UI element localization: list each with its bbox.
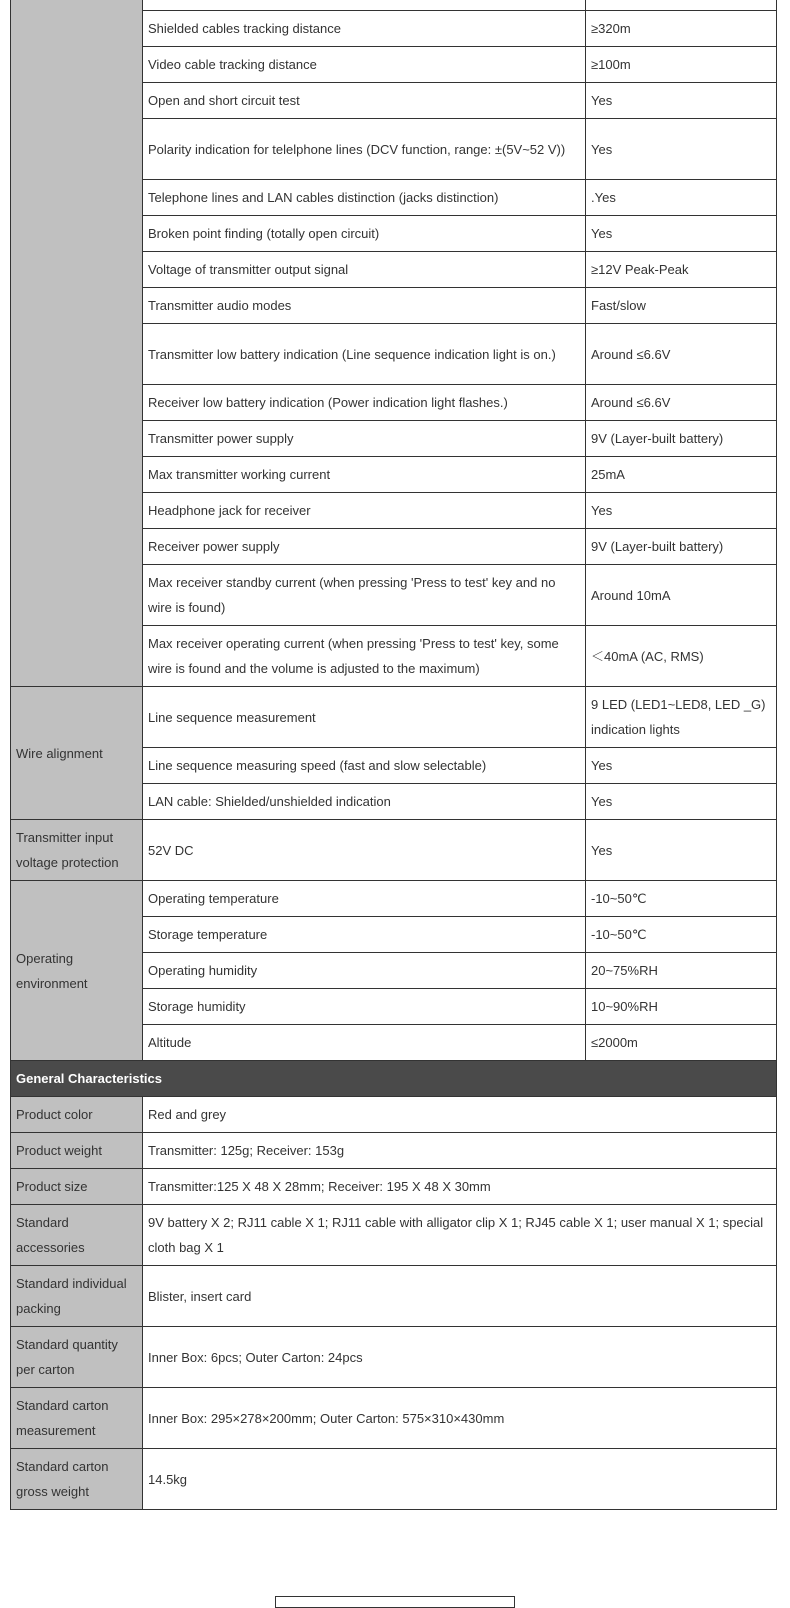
value-cell: 20~75%RH	[586, 953, 777, 989]
item-cell: Video cable tracking distance	[143, 47, 586, 83]
item-cell: Operating humidity	[143, 953, 586, 989]
value-cell: ＜40mA (AC, RMS)	[586, 626, 777, 687]
value-cell: -10~50℃	[586, 917, 777, 953]
value-cell: Yes	[586, 820, 777, 881]
value-cell: Yes	[586, 119, 777, 180]
label-cell: Product weight	[11, 1133, 143, 1169]
item-cell: Headphone jack for receiver	[143, 493, 586, 529]
section-header: General Characteristics	[11, 1061, 777, 1097]
category-cell	[11, 0, 143, 687]
item-cell: Transmitter audio modes	[143, 288, 586, 324]
value-cell: Yes	[586, 748, 777, 784]
value-cell: Fast/slow	[586, 288, 777, 324]
item-cell: 52V DC	[143, 820, 586, 881]
item-cell: Voltage of transmitter output signal	[143, 252, 586, 288]
value-cell: Around ≤6.6V	[586, 324, 777, 385]
value-cell: ≥320m	[586, 11, 777, 47]
item-cell: Polarity indication for telelphone lines (DCV function, range: ±(5V~52 V))	[143, 119, 586, 180]
value-cell: 14.5kg	[143, 1449, 777, 1510]
table-row	[11, 1133, 777, 1169]
table-row	[11, 1169, 777, 1205]
value-cell: 10~90%RH	[586, 989, 777, 1025]
label-cell: Product color	[11, 1097, 143, 1133]
item-cell: Line sequence measurement	[143, 687, 586, 748]
item-cell: LAN cable: Shielded/unshielded indication	[143, 784, 586, 820]
table-row	[11, 1205, 777, 1266]
value-cell: Transmitter: 125g; Receiver: 153g	[143, 1133, 777, 1169]
table-row	[11, 881, 777, 917]
table-row	[11, 820, 777, 881]
value-cell: ≥100m	[586, 47, 777, 83]
item-cell: Max receiver standby current (when pressing 'Press to test' key and no wire is found)	[143, 565, 586, 626]
bottom-box	[275, 1596, 515, 1608]
value-cell: Red and grey	[143, 1097, 777, 1133]
value-cell: 9V battery X 2; RJ11 cable X 1; RJ11 cable with alligator clip X 1; RJ45 cable X 1; user manual X 1; special cloth bag X 1	[143, 1205, 777, 1266]
table-row	[11, 1327, 777, 1388]
item-cell: Altitude	[143, 1025, 586, 1061]
label-cell: Standard carton gross weight	[11, 1449, 143, 1510]
category-cell: Wire alignment	[11, 687, 143, 820]
label-cell: Product size	[11, 1169, 143, 1205]
value-cell: ≥12V Peak-Peak	[586, 252, 777, 288]
table-row	[11, 1266, 777, 1327]
value-cell: 9V (Layer-built battery)	[586, 529, 777, 565]
item-cell: Receiver low battery indication (Power indication light flashes.)	[143, 385, 586, 421]
item-cell: Max receiver operating current (when pressing 'Press to test' key, some wire is found and the volume is adjusted to the maximum)	[143, 626, 586, 687]
item-cell: Broken point finding (totally open circuit)	[143, 216, 586, 252]
item-cell: Telephone lines and LAN cables distinction (jacks distinction)	[143, 180, 586, 216]
category-cell: Operating environment	[11, 881, 143, 1061]
value-cell: .Yes	[586, 180, 777, 216]
item-cell: Storage temperature	[143, 917, 586, 953]
value-cell	[586, 0, 777, 11]
value-cell: Around 10mA	[586, 565, 777, 626]
item-cell: Storage humidity	[143, 989, 586, 1025]
label-cell: Standard individual packing	[11, 1266, 143, 1327]
value-cell: Yes	[586, 493, 777, 529]
value-cell: Yes	[586, 83, 777, 119]
item-cell: Line sequence measuring speed (fast and slow selectable)	[143, 748, 586, 784]
label-cell: Standard carton measurement	[11, 1388, 143, 1449]
item-cell: Operating temperature	[143, 881, 586, 917]
value-cell: Transmitter:125 X 48 X 28mm; Receiver: 195 X 48 X 30mm	[143, 1169, 777, 1205]
label-cell: Standard accessories	[11, 1205, 143, 1266]
item-cell	[143, 0, 586, 11]
value-cell: Inner Box: 295×278×200mm; Outer Carton: 575×310×430mm	[143, 1388, 777, 1449]
value-cell: Blister, insert card	[143, 1266, 777, 1327]
item-cell: Shielded cables tracking distance	[143, 11, 586, 47]
spec-table	[10, 0, 777, 1510]
value-cell: ≤2000m	[586, 1025, 777, 1061]
value-cell: Around ≤6.6V	[586, 385, 777, 421]
table-row	[11, 687, 777, 748]
table-row	[11, 0, 777, 11]
value-cell: Yes	[586, 216, 777, 252]
item-cell: Transmitter low battery indication (Line sequence indication light is on.)	[143, 324, 586, 385]
item-cell: Transmitter power supply	[143, 421, 586, 457]
value-cell: Yes	[586, 784, 777, 820]
value-cell: 25mA	[586, 457, 777, 493]
item-cell: Receiver power supply	[143, 529, 586, 565]
table-row	[11, 1449, 777, 1510]
category-cell: Transmitter input voltage protection	[11, 820, 143, 881]
item-cell: Open and short circuit test	[143, 83, 586, 119]
label-cell: Standard quantity per carton	[11, 1327, 143, 1388]
value-cell: 9V (Layer-built battery)	[586, 421, 777, 457]
value-cell: -10~50℃	[586, 881, 777, 917]
item-cell: Max transmitter working current	[143, 457, 586, 493]
table-row	[11, 1388, 777, 1449]
value-cell: 9 LED (LED1~LED8, LED _G) indication lights	[586, 687, 777, 748]
value-cell: Inner Box: 6pcs; Outer Carton: 24pcs	[143, 1327, 777, 1388]
table-row	[11, 1097, 777, 1133]
